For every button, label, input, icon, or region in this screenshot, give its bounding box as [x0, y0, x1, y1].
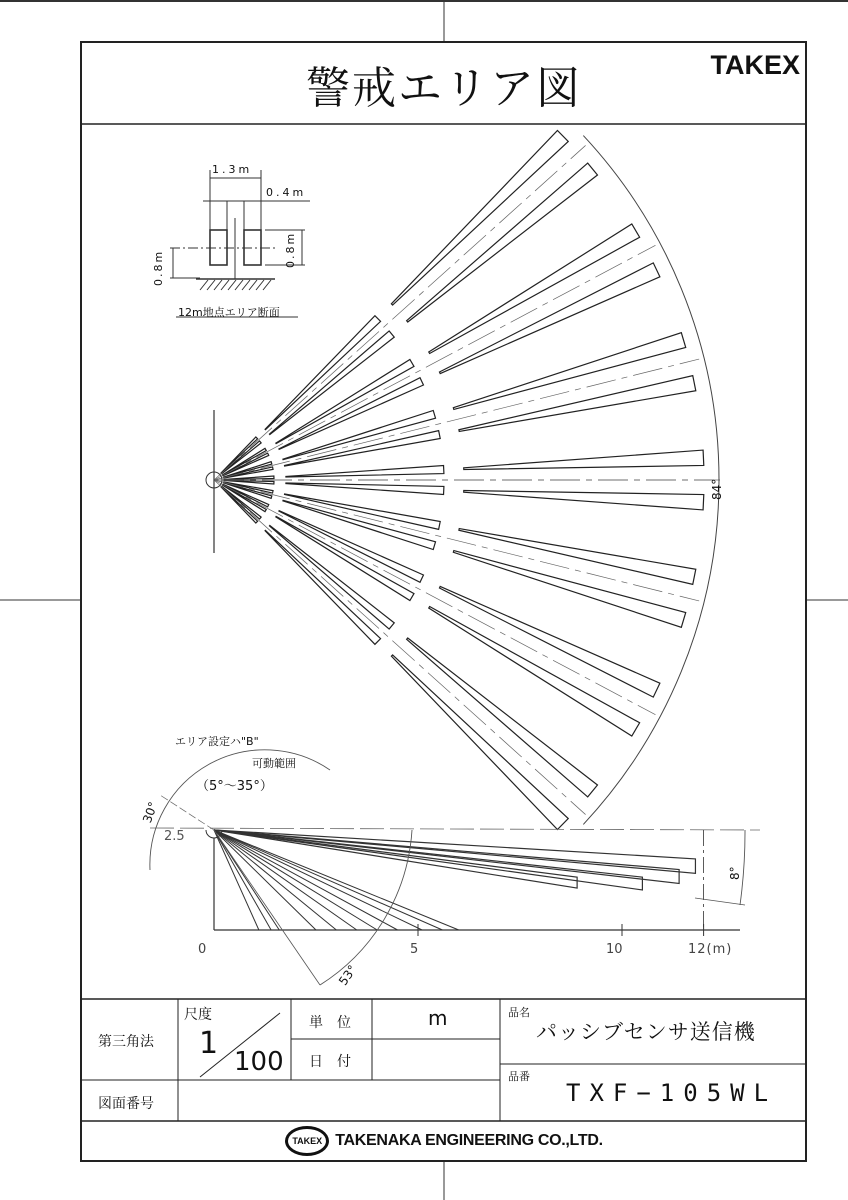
- footer: [82, 1122, 806, 1160]
- spread-angle-label: 84°: [710, 478, 724, 500]
- page-title: 警戒エリア図: [306, 63, 582, 114]
- x-tick-10: 10: [606, 942, 623, 957]
- scale-denominator: 100: [234, 1047, 284, 1077]
- company-name: TAKENAKA ENGINEERING CO.,LTD.: [335, 1132, 603, 1149]
- dim-height-right: 0.8m: [284, 231, 297, 268]
- beam-angle-label: 8°: [728, 866, 742, 880]
- cross-section-caption: 12m地点エリア断面: [178, 306, 280, 319]
- projection-label: 第三角法: [98, 1034, 154, 1050]
- mount-height-label: 2.5: [164, 829, 185, 844]
- drawing-number-label: 図面番号: [98, 1096, 154, 1112]
- brand-logo: TAKEX: [710, 50, 800, 80]
- date-label: 日 付: [309, 1054, 351, 1070]
- dim-width: 1.3m: [212, 163, 253, 176]
- unit-label: 単 位: [309, 1015, 351, 1031]
- unit-value: m: [428, 1006, 448, 1030]
- dim-gap: 0.4m: [266, 186, 307, 199]
- dim-height-left: 0.8m: [152, 249, 165, 286]
- x-tick-5: 5: [410, 942, 419, 957]
- product-name: パッシブセンサ送信機: [536, 1020, 756, 1044]
- x-tick-0: 0: [198, 942, 207, 957]
- x-tick-12: 12(m): [688, 942, 733, 957]
- scale-numerator: 1: [199, 1026, 219, 1061]
- company-logo: TAKEX: [285, 1126, 329, 1156]
- product-number-label: 品番: [508, 1070, 530, 1083]
- product-number: TXF−105WL: [566, 1079, 778, 1107]
- product-name-label: 品名: [508, 1006, 530, 1019]
- area-setting-note: エリア設定ハ"B": [175, 735, 259, 748]
- scale-label: 尺度: [184, 1007, 212, 1023]
- range-value: （5°～35°）: [196, 779, 273, 794]
- range-label: 可動範囲: [252, 757, 296, 770]
- tilt-angle-label: 30°: [140, 800, 161, 825]
- downward-angle-label: 53°: [336, 962, 360, 989]
